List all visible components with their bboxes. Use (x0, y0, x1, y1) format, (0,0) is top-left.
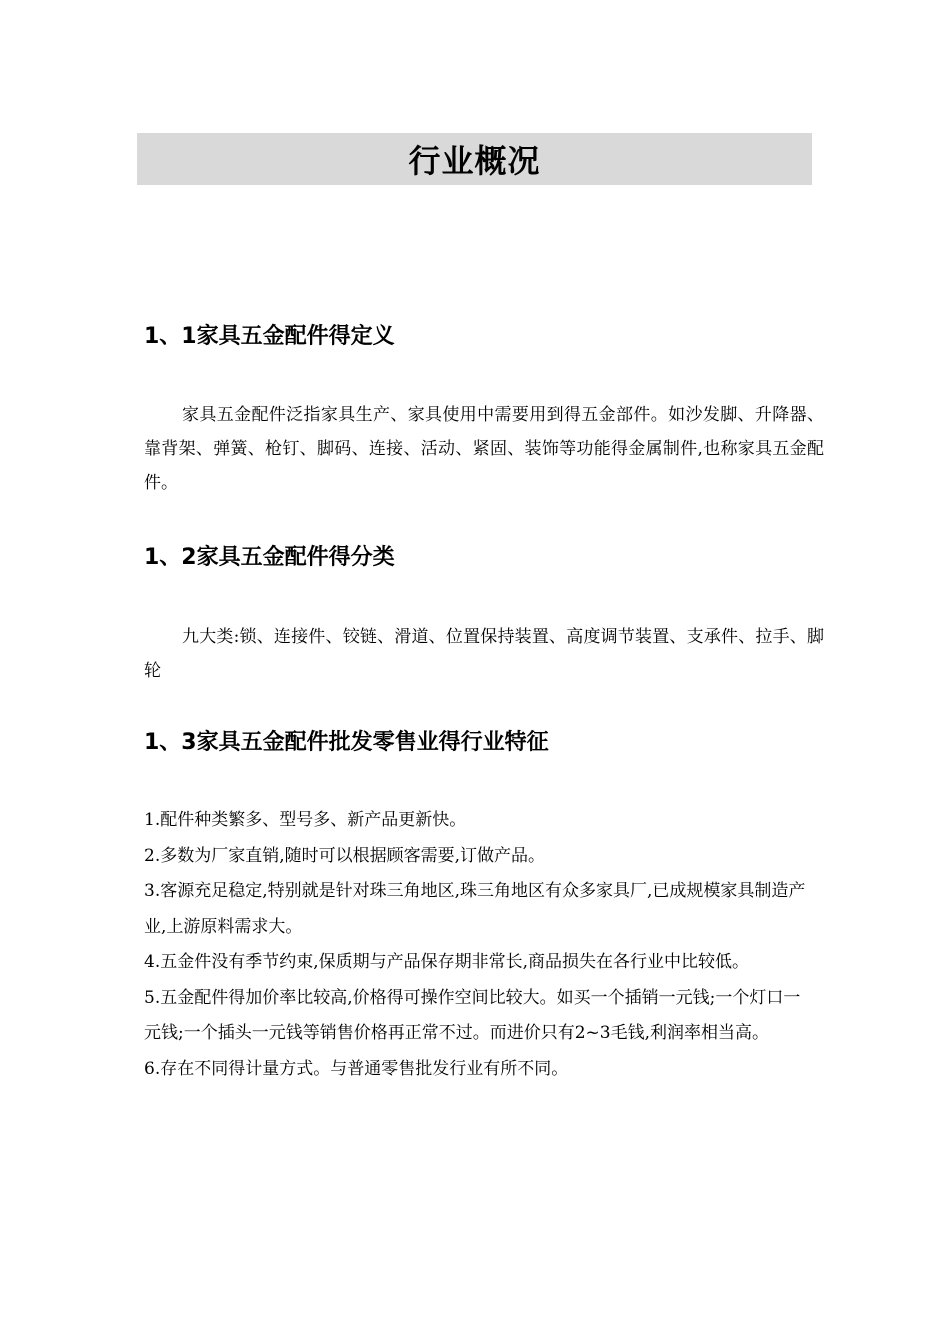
list-item: 1.配件种类繁多、型号多、新产品更新快。 (144, 810, 467, 830)
list-item: 3.客源充足稳定,特别就是针对珠三角地区,珠三角地区有众多家具厂,已成规模家具制造产业,上游原料需求大。 (144, 881, 806, 937)
list-item: 4.五金件没有季节约束,保质期与产品保存期非常长,商品损失在各行业中比较低。 (144, 952, 750, 972)
list-item: 6.存在不同得计量方式。与普通零售批发行业有所不同。 (144, 1058, 569, 1079)
page-title: 行业概况 (408, 142, 541, 180)
section-heading-features: 1、3家具五金配件批发零售业得行业特征 (144, 730, 549, 755)
list-item: 2.多数为厂家直销,随时可以根据顾客需要,订做产品。 (144, 845, 546, 866)
list-item: 5.五金配件得加价率比较高,价格得可操作空间比较大。如买一个插销一元钱;一个灯口一元钱;一个插头一元钱等销售价格再正常不过。而进价只有2~3毛钱,利润率相当高。 (144, 987, 801, 1043)
features-list (144, 803, 816, 1087)
section-body-definition: 家具五金配件泛指家具生产、家具使用中需要用到得五金部件。如沙发脚、升降器、靠背架、弹簧、枪钉、脚码、连接、活动、紧固、装饰等功能得金属制件,也称家具五金配件。 (144, 405, 824, 493)
title-banner (137, 133, 812, 185)
section-heading-definition: 1、1家具五金配件得定义 (144, 324, 395, 349)
section-heading-classification: 1、2家具五金配件得分类 (144, 545, 395, 570)
section-body-classification: 九大类:锁、连接件、铰链、滑道、位置保持装置、高度调节装置、支承件、拉手、脚轮 (144, 627, 824, 681)
